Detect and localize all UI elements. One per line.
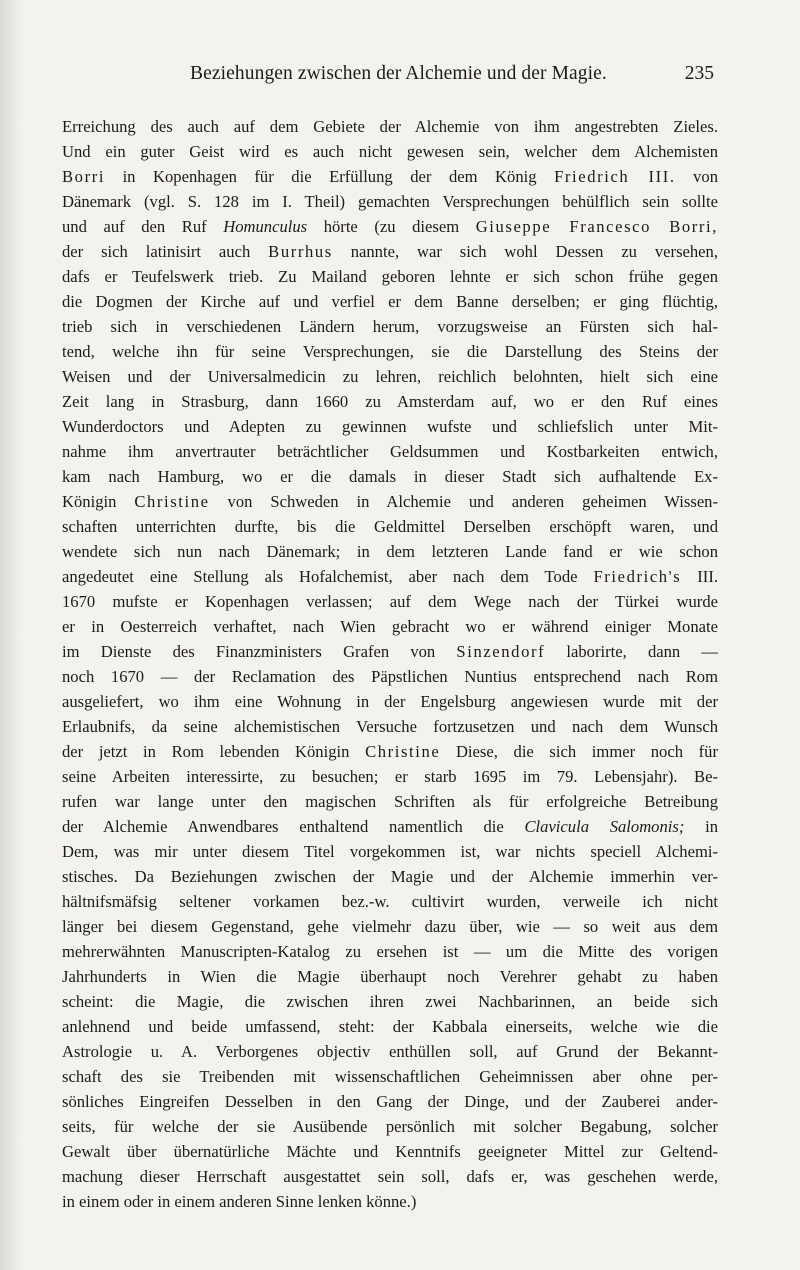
text-run: tend, welche ihn für seine Versprechungen, sie die Darstellung des Steins der <box>62 342 718 361</box>
text-line <box>62 339 718 364</box>
text-run: von <box>675 167 719 186</box>
text-run: trieb sich in verschiedenen Ländern herum, vorzugsweise an Fürsten sich hal- <box>62 317 718 336</box>
text-line <box>62 914 718 939</box>
text-run: Königin <box>62 492 135 511</box>
text-line <box>62 939 718 964</box>
text-line <box>62 389 718 414</box>
text-line <box>62 114 718 139</box>
text-run: hörte (zu diesem <box>307 217 476 236</box>
text-run: Astrologie u. A. Verborgenes objectiv enthüllen soll, auf Grund der Bekannt- <box>62 1042 718 1061</box>
text-run: von Schweden in Alchemie und anderen geheimen Wissen- <box>209 492 719 511</box>
running-header <box>190 63 714 93</box>
text-run: schaften unterrichten durfte, bis die Geldmittel Derselben erschöpft waren, und <box>62 517 718 536</box>
text-run: in Kopenhagen für die Erfüllung der dem König <box>105 167 555 186</box>
text-run: Diese, die sich immer noch für <box>440 742 719 761</box>
text-run: seine Arbeiten interessirte, zu besuchen; er starb 1695 im 79. Lebensjahr). Be- <box>62 767 718 786</box>
text-run: dafs er Teufelswerk trieb. Zu Mailand geboren lehnte er sich schon frühe gegen <box>62 267 718 286</box>
text-run: Dänemark (vgl. S. 128 im I. Theil) gemachten Versprechungen behülflich sein sollte <box>62 192 718 211</box>
text-run: anlehnend und beide umfassend, steht: der Kabbala einerseits, welche wie die <box>62 1017 718 1036</box>
text-line <box>62 789 718 814</box>
text-run: Dem, was mir unter diesem Titel vorgekommen ist, war nichts speciell Alchemi- <box>62 842 718 861</box>
text-line <box>62 139 718 164</box>
text-line <box>62 989 718 1014</box>
text-run: angedeutet eine Stellung als Hofalchemist, aber nach dem Tode <box>62 567 594 586</box>
text-line <box>62 539 718 564</box>
text-line <box>62 239 718 264</box>
text-run: die Dogmen der Kirche auf und verfiel er dem Banne derselben; er ging flüchtig, <box>62 292 718 311</box>
text-run: machung dieser Herrschaft ausgestattet sein soll, dafs er, was geschehen werde, <box>62 1167 718 1186</box>
text-run: mehrerwähnten Manuscripten-Katalog zu ersehen ist — um die Mitte des vorigen <box>62 942 718 961</box>
text-run: rufen war lange unter den magischen Schriften als für erfolgreiche Betreibung <box>62 792 718 811</box>
text-run: schaft des sie Treibenden mit wissenschaftlichen Geheimnissen aber ohne per- <box>62 1067 718 1086</box>
text-line <box>62 564 718 589</box>
text-line <box>62 964 718 989</box>
text-run: der jetzt in Rom lebenden Königin <box>62 742 366 761</box>
text-run: Erreichung des auch auf dem Gebiete der Alchemie von ihm angestrebten Zieles. <box>62 117 718 136</box>
text-line <box>62 164 718 189</box>
text-line <box>62 814 718 839</box>
text-line <box>62 414 718 439</box>
text-line <box>62 289 718 314</box>
text-run: der sich latinisirt auch <box>62 242 269 261</box>
text-run: hältnifsmäfsig seltener vorkamen bez.-w. cultivirt wurden, verweile ich nicht <box>62 892 718 911</box>
text-line <box>62 1039 718 1064</box>
italic-text: Clavicula Salomonis; <box>524 817 685 836</box>
text-line <box>62 764 718 789</box>
text-line <box>62 1139 718 1164</box>
text-line <box>62 1064 718 1089</box>
text-line <box>62 664 718 689</box>
text-line <box>62 739 718 764</box>
spaced-name: Christine <box>134 492 210 511</box>
spaced-name: Christine <box>365 742 441 761</box>
text-line <box>62 714 718 739</box>
running-head-title: Beziehungen zwischen der Alchemie und der Magie. <box>190 63 607 84</box>
text-run: Gewalt über übernatürliche Mächte und Kenntnifs geeigneter Mittel zur Geltend- <box>62 1142 718 1161</box>
text-line <box>62 364 718 389</box>
text-line <box>62 614 718 639</box>
text-line <box>62 864 718 889</box>
text-run: in einem oder in einem anderen Sinne lenken könne.) <box>62 1192 417 1211</box>
text-run: sönliches Eingreifen Desselben in den Gang der Dinge, und der Zauberei ander- <box>62 1092 718 1111</box>
text-line <box>62 689 718 714</box>
text-line <box>62 889 718 914</box>
text-run: Wunderdoctors und Adepten zu gewinnen wufste und schliefslich unter Mit- <box>62 417 718 436</box>
text-run: länger bei diesem Gegenstand, gehe vielmehr dazu über, wie — so weit aus dem <box>62 917 718 936</box>
text-run: III. <box>681 567 719 586</box>
text-run: Weisen und der Universalmedicin zu lehren, reichlich belohnten, hielt sich eine <box>62 367 718 386</box>
text-run: im Dienste des Finanzministers Grafen von <box>62 642 457 661</box>
text-run: Erlaubnifs, da seine alchemistischen Versuche fortzusetzen und nach dem Wunsch <box>62 717 718 736</box>
text-run: Zeit lang in Strasburg, dann 1660 zu Amsterdam auf, wo er den Ruf eines <box>62 392 718 411</box>
text-run: stisches. Da Beziehungen zwischen der Magie und der Alchemie immerhin ver- <box>62 867 718 886</box>
text-line <box>62 489 718 514</box>
text-line <box>62 1189 718 1214</box>
text-line <box>62 589 718 614</box>
text-run: kam nach Hamburg, wo er die damals in dieser Stadt sich aufhaltende Ex- <box>62 467 718 486</box>
spaced-name: Giuseppe Francesco Borri, <box>475 217 718 236</box>
italic-text: Homunculus <box>223 217 308 236</box>
spaced-name: Sinzendorf <box>456 642 546 661</box>
text-run: noch 1670 — der Reclamation des Päpstlichen Nuntius entsprechend nach Rom <box>62 667 718 686</box>
text-line <box>62 314 718 339</box>
text-line <box>62 839 718 864</box>
text-line <box>62 189 718 214</box>
text-line <box>62 464 718 489</box>
text-run: wendete sich nun nach Dänemark; in dem letzteren Lande fand er wie schon <box>62 542 718 561</box>
text-run: ausgeliefert, wo ihm eine Wohnung in der Engelsburg angewiesen wurde mit der <box>62 692 718 711</box>
text-run: 1670 mufste er Kopenhagen verlassen; auf dem Wege nach der Türkei wurde <box>62 592 718 611</box>
text-run: scheint: die Magie, die zwischen ihren zwei Nachbarinnen, an beide sich <box>62 992 718 1011</box>
text-run: er in Oesterreich verhaftet, nach Wien gebracht wo er während einiger Monate <box>62 617 718 636</box>
text-line <box>62 1014 718 1039</box>
text-run: laborirte, dann — <box>545 642 718 661</box>
text-run: Jahrhunderts in Wien die Magie überhaupt noch Verehrer gehabt zu haben <box>62 967 718 986</box>
text-run: nahme ihm anvertrauter beträchtlicher Geldsummen und Kostbarkeiten entwich, <box>62 442 718 461</box>
spaced-name: Burrhus <box>268 242 333 261</box>
text-line <box>62 214 718 239</box>
text-run: Und ein guter Geist wird es auch nicht gewesen sein, welcher dem Alchemisten <box>62 142 718 161</box>
text-line <box>62 1114 718 1139</box>
text-line <box>62 1164 718 1189</box>
text-run: in <box>684 817 718 836</box>
text-line <box>62 639 718 664</box>
text-run: der Alchemie Anwendbares enthaltend namentlich die <box>62 817 525 836</box>
text-run: nannte, war sich wohl Dessen zu versehen, <box>332 242 718 261</box>
spaced-name: Friedrich III. <box>554 167 676 186</box>
text-line <box>62 514 718 539</box>
text-line <box>62 439 718 464</box>
text-line <box>62 1089 718 1114</box>
text-run: und auf den Ruf <box>62 217 224 236</box>
body-text <box>62 114 718 1214</box>
page-number: 235 <box>684 63 714 84</box>
spaced-name: Borri <box>62 167 106 186</box>
text-run: seits, für welche der sie Ausübende persönlich mit solcher Begabung, solcher <box>62 1117 718 1136</box>
spaced-name: Friedrich's <box>593 567 682 586</box>
text-line <box>62 264 718 289</box>
